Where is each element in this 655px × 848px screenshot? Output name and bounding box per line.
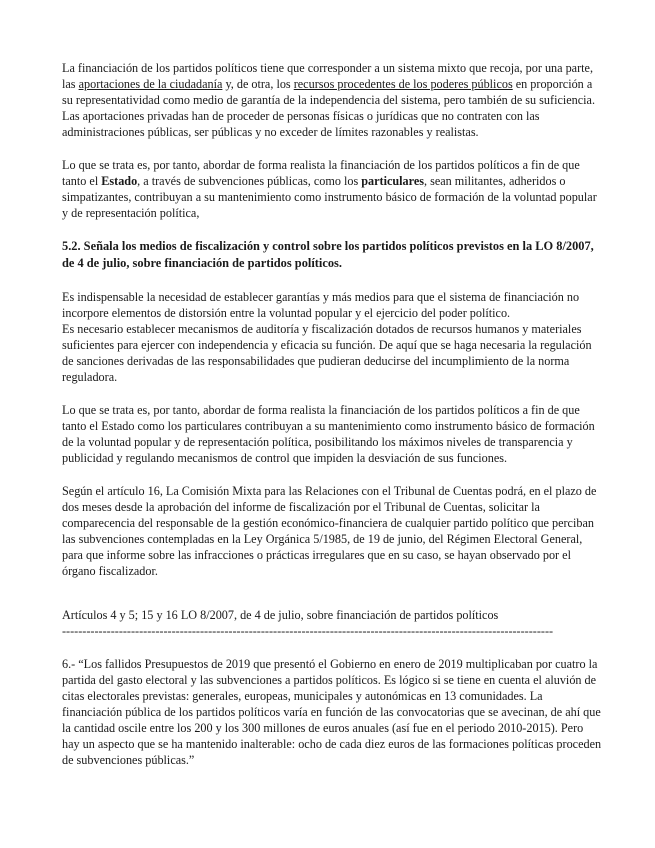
text: y, de otra, los [222, 77, 294, 91]
paragraph-quote-budgets-2019: 6.- “Los fallidos Presupuestos de 2019 que presentó el Gobierno en enero de 2019 multiplicaban por cuatro la partida del gasto electoral y las subvenciones a partidos políticos. Es lógico si se tiene en cuenta el aluvión de citas electorales previstas: generales, europeas, municipales y autonómicas en 13 comunidades. La financiación pública de los partidos políticos varía en función de las convocatorias que se avecinan, de ahí que la cantidad oscile entre los 200 y los 300 millones de euros anuales (así fue en el periodo 2010-2015). Pero hay un aspecto que se ha mantenido inalterable: ocho de cada diez euros de las formaciones políticas proceden de subvenciones públicas.” [62, 657, 602, 767]
bold-term-estado: Estado [101, 174, 138, 188]
link-recursos-poderes-publicos[interactable]: recursos procedentes de los poderes públicos [293, 77, 513, 91]
link-aportaciones-ciudadania[interactable]: aportaciones de la ciudadanía [78, 77, 223, 91]
paragraph-guarantees-line2: Es necesario establecer mecanismos de auditoría y fiscalización dotados de recursos humanos y materiales suficientes para ejercer con independencia y eficacia su función. De aquí que se haga necesaria la regulación de sanciones derivadas de las responsabilidades que pudieran deducirse del incumplimiento de la norma reguladora. [62, 322, 592, 384]
text: , sean militantes, adheridos o simpatizantes, contribuyan a su mantenimiento como instrumento básico de formación de la voluntad popular y de representación política, [62, 174, 597, 220]
text: Lo que se trata es, por tanto, abordar de forma realista la financiación de los partidos políticos a fin de que tanto el [62, 158, 580, 188]
separator-line: ------------------------------------------------------------------------------------------------------------------------- [62, 624, 554, 638]
document-page [62, 60, 602, 768]
text: , a través de subvenciones públicas, como los [137, 174, 362, 188]
paragraph-financing-mixed-system [62, 60, 602, 140]
text: en proporción a su representatividad como medio de garantía de la independencia del sistema, pero también de su suficiencia. Las aportaciones privadas han de proceder de personas físicas o jurídicas que no contraten con las administraciones públicas, ser públicas y no exceder de límites razonables y realistas. [62, 77, 596, 139]
bold-term-particulares: particulares [361, 174, 424, 188]
articles-reference: Artículos 4 y 5; 15 y 16 LO 8/2007, de 4 de julio, sobre financiación de partidos políticos [62, 608, 499, 622]
section-heading-5-2: 5.2. Señala los medios de fiscalización y control sobre los partidos políticos previstos en la LO 8/2007, de 4 de julio, sobre financiación de partidos políticos. [62, 239, 594, 270]
paragraph-realistic-financing [62, 157, 602, 221]
text: La financiación de los partidos políticos tiene que corresponder a un sistema mixto que recoja, por una parte, las [62, 61, 593, 91]
paragraph-guarantees-line1: Es indispensable la necesidad de establecer garantías y más medios para que el sistema de financiación no incorpore elementos de distorsión entre la voluntad popular y el ejercicio del poder político. [62, 290, 580, 320]
paragraph-realistic-financing-2: Lo que se trata es, por tanto, abordar de forma realista la financiación de los partidos políticos a fin de que tanto el Estado como los particulares contribuyan a su mantenimiento como instrumento básico de formación de la voluntad popular y de representación política, posibilitando los máximos niveles de transparencia y publicidad y regulando mecanismos de control que impiden la desviación de sus funciones. [62, 403, 595, 465]
paragraph-article-16: Según el artículo 16, La Comisión Mixta para las Relaciones con el Tribunal de Cuentas podrá, en el plazo de dos meses desde la aprobación del informe de fiscalización por el Tribunal de Cuentas, solicitar la comparecencia del responsable de la gestión económico-financiera de cualquier partido político que perciban las subvenciones contempladas en la Ley Orgánica 5/1985, de 19 de junio, del Régimen Electoral General, para que informe sobre las infracciones o prácticas irregulares que en su caso, se hayan observado por el órgano fiscalizador. [62, 484, 597, 578]
